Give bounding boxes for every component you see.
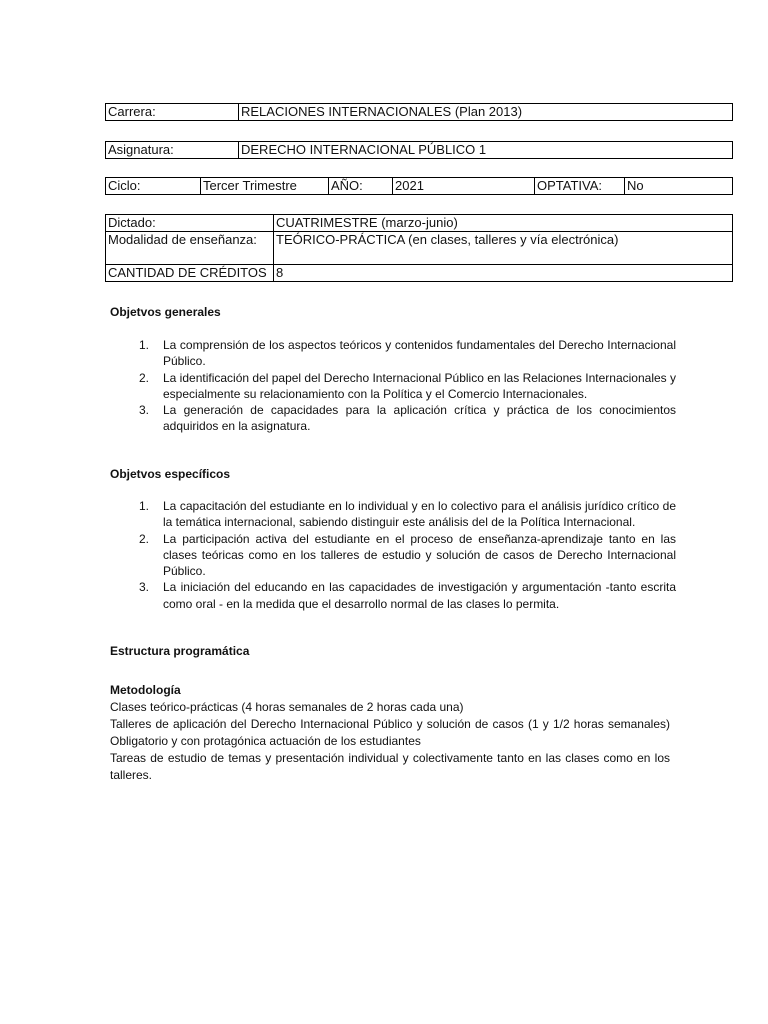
- metodologia-line: Clases teórico-prácticas (4 horas semanales de 2 horas cada una): [110, 700, 464, 714]
- estructura-heading: Estructura programática: [110, 644, 250, 658]
- list-item: [110, 498, 676, 531]
- list-item: [110, 579, 676, 612]
- asignatura-table: [105, 141, 733, 159]
- carrera-label: Carrera:: [106, 104, 239, 121]
- creditos-label: CANTIDAD DE CRÉDITOS: [106, 265, 274, 282]
- list-item: [110, 337, 676, 370]
- modalidad-value: TEÓRICO-PRÁCTICA (en clases, talleres y vía electrónica): [274, 232, 733, 265]
- metodologia-line: Talleres de aplicación del Derecho Internacional Público y solución de casos (1 y 1/2 horas semanales) Obligatorio y con protagónica actuación de los estudiantes: [110, 717, 670, 748]
- optativa-label: OPTATIVA:: [535, 178, 625, 195]
- carrera-value: RELACIONES INTERNACIONALES (Plan 2013): [239, 104, 733, 121]
- objetivos-generales-heading: Objetvos generales: [110, 305, 221, 319]
- anio-label: AÑO:: [329, 178, 393, 195]
- ciclo-table: [105, 177, 733, 195]
- list-item-text: La participación activa del estudiante en el proceso de enseñanza-aprendizaje tanto en las clases teóricas como en los talleres de estudio y solución de casos de Derecho Internacional Público.: [163, 531, 676, 579]
- list-item-text: La generación de capacidades para la aplicación crítica y práctica de los conocimientos adquiridos en la asignatura.: [163, 403, 676, 434]
- carrera-table: [105, 103, 733, 121]
- anio-value: 2021: [393, 178, 535, 195]
- creditos-value: 8: [274, 265, 733, 282]
- list-item-number: 2.: [139, 531, 150, 546]
- objetivos-especificos-list: [110, 498, 676, 612]
- dictado-table: [105, 214, 733, 282]
- ciclo-label: Ciclo:: [106, 178, 201, 195]
- modalidad-label: Modalidad de enseñanza:: [106, 232, 274, 265]
- optativa-value: No: [625, 178, 733, 195]
- list-item: [110, 531, 676, 580]
- metodologia-heading: Metodología: [110, 683, 181, 697]
- list-item: [110, 402, 676, 435]
- list-item-text: La capacitación del estudiante en lo individual y en lo colectivo para el análisis jurídico crítico de la temática internacional, sabiendo distinguir este análisis del de la Política Internacional.: [163, 499, 676, 530]
- list-item-number: 2.: [139, 370, 150, 385]
- objetivos-especificos-heading: Objetvos específicos: [110, 467, 231, 481]
- ciclo-value: Tercer Trimestre: [201, 178, 329, 195]
- dictado-label: Dictado:: [106, 215, 274, 232]
- metodologia-section: [110, 682, 670, 784]
- objetivos-generales-list: [110, 337, 676, 435]
- list-item: [110, 370, 676, 403]
- asignatura-value: DERECHO INTERNACIONAL PÚBLICO 1: [239, 142, 733, 159]
- list-item-number: 3.: [139, 403, 150, 418]
- list-item-text: La identificación del papel del Derecho Internacional Público en las Relaciones Internacionales y especialmente su relacionamiento con la Política y el Comercio Internacionales.: [163, 370, 676, 401]
- asignatura-label: Asignatura:: [106, 142, 239, 159]
- list-item-text: La iniciación del educando en las capacidades de investigación y argumentación -tanto escrita como oral - en la medida que el desarrollo normal de las clases lo permita.: [163, 580, 676, 611]
- list-item-number: 3.: [139, 580, 150, 595]
- metodologia-line: Tareas de estudio de temas y presentación individual y colectivamente tanto en las clases como en los talleres.: [110, 751, 670, 782]
- list-item-number: 1.: [139, 499, 150, 513]
- dictado-value: CUATRIMESTRE (marzo-junio): [274, 215, 733, 232]
- list-item-number: 1.: [139, 338, 150, 352]
- list-item-text: La comprensión de los aspectos teóricos y contenidos fundamentales del Derecho Internacional Público.: [163, 338, 676, 369]
